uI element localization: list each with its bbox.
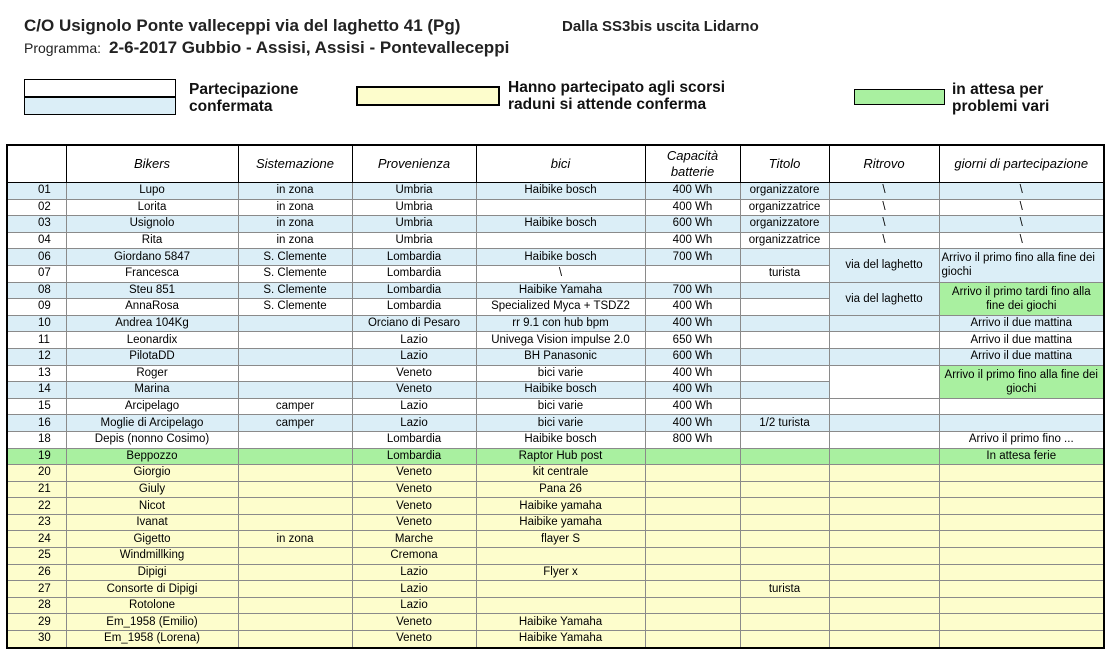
cell-ritrovo	[829, 365, 939, 398]
cell-provenienza: Marche	[352, 531, 476, 548]
cell-giorni: \	[939, 216, 1104, 233]
cell-capacita: 400 Wh	[645, 299, 740, 316]
cell-capacita: 400 Wh	[645, 199, 740, 216]
cell-titolo	[740, 282, 829, 299]
cell-num: 08	[7, 282, 66, 299]
cell-giorni	[939, 597, 1104, 614]
cell-titolo: organizzatore	[740, 183, 829, 200]
cell-provenienza: Veneto	[352, 382, 476, 399]
cell-capacita: 800 Wh	[645, 431, 740, 448]
cell-sistemazione: S. Clemente	[238, 299, 352, 316]
cell-bici: Haibike bosch	[476, 183, 645, 200]
cell-biker: Depis (nonno Cosimo)	[66, 431, 238, 448]
cell-ritrovo	[829, 465, 939, 482]
cell-biker: Rita	[66, 232, 238, 249]
legend-swatch-waiting	[356, 86, 500, 106]
cell-num: 30	[7, 631, 66, 648]
cell-num: 29	[7, 614, 66, 631]
cell-num: 19	[7, 448, 66, 465]
cell-num: 06	[7, 249, 66, 266]
cell-capacita	[645, 481, 740, 498]
cell-ritrovo	[829, 431, 939, 448]
cell-titolo	[740, 631, 829, 648]
cell-provenienza: Lombardia	[352, 448, 476, 465]
cell-capacita	[645, 514, 740, 531]
cell-giorni: Arrivo il due mattina	[939, 332, 1104, 349]
cell-provenienza: Lazio	[352, 332, 476, 349]
cell-titolo	[740, 597, 829, 614]
cell-ritrovo: \	[829, 232, 939, 249]
cell-capacita: 400 Wh	[645, 183, 740, 200]
cell-sistemazione: in zona	[238, 199, 352, 216]
directions-note: Dalla SS3bis uscita Lidarno	[562, 18, 759, 35]
table-row	[7, 332, 1104, 349]
cell-bici	[476, 232, 645, 249]
cell-num: 27	[7, 581, 66, 598]
cell-bici: Haibike bosch	[476, 249, 645, 266]
cell-provenienza: Veneto	[352, 514, 476, 531]
cell-sistemazione	[238, 465, 352, 482]
header-capacita: Capacità batterie	[645, 145, 740, 183]
cell-biker: Marina	[66, 382, 238, 399]
table-row	[7, 448, 1104, 465]
cell-capacita: 400 Wh	[645, 315, 740, 332]
cell-ritrovo	[829, 332, 939, 349]
cell-bici: Univega Vision impulse 2.0	[476, 332, 645, 349]
cell-capacita: 400 Wh	[645, 232, 740, 249]
cell-giorni: \	[939, 232, 1104, 249]
cell-giorni: \	[939, 183, 1104, 200]
cell-num: 15	[7, 398, 66, 415]
cell-provenienza: Lazio	[352, 398, 476, 415]
cell-capacita: 600 Wh	[645, 216, 740, 233]
cell-titolo	[740, 564, 829, 581]
cell-biker: Lupo	[66, 183, 238, 200]
cell-sistemazione	[238, 631, 352, 648]
cell-giorni	[939, 548, 1104, 565]
cell-ritrovo	[829, 564, 939, 581]
cell-biker: Roger	[66, 365, 238, 382]
table-row	[7, 398, 1104, 415]
cell-ritrovo	[829, 498, 939, 515]
cell-num: 22	[7, 498, 66, 515]
table-row	[7, 232, 1104, 249]
cell-biker: Moglie di Arcipelago	[66, 415, 238, 432]
cell-sistemazione	[238, 448, 352, 465]
cell-giorni: Arrivo il due mattina	[939, 315, 1104, 332]
header-num	[7, 145, 66, 183]
table-header-row	[7, 145, 1104, 183]
cell-bici	[476, 548, 645, 565]
cell-giorni: Arrivo il primo fino ...	[939, 431, 1104, 448]
cell-bici: Haibike bosch	[476, 431, 645, 448]
legend-swatch-problems	[854, 89, 945, 105]
cell-biker: Windmillking	[66, 548, 238, 565]
cell-bici: Haibike yamaha	[476, 514, 645, 531]
cell-num: 16	[7, 415, 66, 432]
cell-sistemazione: camper	[238, 415, 352, 432]
cell-giorni	[939, 614, 1104, 631]
program-value: 2-6-2017 Gubbio - Assisi, Assisi - Pontevalleceppi	[109, 38, 510, 57]
header-giorni: giorni di partecipazione	[939, 145, 1104, 183]
legend-label-confirmed: Partecipazione confermata	[189, 81, 299, 115]
cell-titolo	[740, 548, 829, 565]
cell-biker: Andrea 104Kg	[66, 315, 238, 332]
cell-bici: Flyer x	[476, 564, 645, 581]
table-row	[7, 348, 1104, 365]
cell-bici: Haibike Yamaha	[476, 631, 645, 648]
cell-bici	[476, 199, 645, 216]
cell-sistemazione: camper	[238, 398, 352, 415]
cell-capacita	[645, 548, 740, 565]
cell-ritrovo	[829, 415, 939, 432]
cell-capacita	[645, 614, 740, 631]
cell-provenienza: Lombardia	[352, 282, 476, 299]
cell-titolo: 1/2 turista	[740, 415, 829, 432]
header-bici: bici	[476, 145, 645, 183]
cell-sistemazione	[238, 514, 352, 531]
cell-giorni	[939, 631, 1104, 648]
cell-titolo: turista	[740, 265, 829, 282]
cell-ritrovo	[829, 315, 939, 332]
cell-sistemazione	[238, 564, 352, 581]
cell-provenienza: Lazio	[352, 564, 476, 581]
cell-sistemazione	[238, 581, 352, 598]
header-provenienza: Provenienza	[352, 145, 476, 183]
cell-num: 01	[7, 183, 66, 200]
table-row	[7, 597, 1104, 614]
cell-titolo	[740, 531, 829, 548]
cell-num: 14	[7, 382, 66, 399]
cell-provenienza: Umbria	[352, 199, 476, 216]
cell-sistemazione: in zona	[238, 232, 352, 249]
cell-provenienza: Lazio	[352, 415, 476, 432]
cell-num: 13	[7, 365, 66, 382]
table-row	[7, 614, 1104, 631]
cell-num: 07	[7, 265, 66, 282]
cell-biker: Gigetto	[66, 531, 238, 548]
cell-ritrovo	[829, 581, 939, 598]
cell-num: 21	[7, 481, 66, 498]
legend-label-waiting: Hanno partecipato agli scorsi raduni si attende conferma	[508, 79, 726, 113]
cell-giorni	[939, 498, 1104, 515]
cell-bici: flayer S	[476, 531, 645, 548]
document-title: C/O Usignolo Ponte valleceppi via del laghetto 41 (Pg)	[24, 16, 461, 35]
cell-sistemazione	[238, 481, 352, 498]
cell-provenienza: Lombardia	[352, 249, 476, 266]
cell-sistemazione	[238, 614, 352, 631]
cell-giorni	[939, 465, 1104, 482]
cell-giorni: Arrivo il primo tardi fino alla fine dei giochi	[939, 282, 1104, 315]
table-row	[7, 631, 1104, 648]
cell-bici: Haibike bosch	[476, 216, 645, 233]
cell-num: 09	[7, 299, 66, 316]
cell-biker: Leonardix	[66, 332, 238, 349]
cell-provenienza: Veneto	[352, 614, 476, 631]
cell-capacita	[645, 265, 740, 282]
cell-bici: Haibike bosch	[476, 382, 645, 399]
cell-capacita: 650 Wh	[645, 332, 740, 349]
cell-provenienza: Umbria	[352, 183, 476, 200]
cell-provenienza: Lazio	[352, 597, 476, 614]
cell-sistemazione	[238, 315, 352, 332]
table-row	[7, 465, 1104, 482]
cell-titolo: turista	[740, 581, 829, 598]
cell-num: 23	[7, 514, 66, 531]
cell-num: 10	[7, 315, 66, 332]
cell-provenienza: Veneto	[352, 365, 476, 382]
legend-label-problems: in attesa per problemi vari	[952, 81, 1050, 115]
cell-provenienza: Lombardia	[352, 265, 476, 282]
cell-bici: bici varie	[476, 415, 645, 432]
cell-sistemazione	[238, 348, 352, 365]
cell-bici: bici varie	[476, 365, 645, 382]
cell-provenienza: Lazio	[352, 581, 476, 598]
cell-titolo	[740, 382, 829, 399]
cell-num: 25	[7, 548, 66, 565]
cell-capacita	[645, 448, 740, 465]
cell-capacita: 400 Wh	[645, 415, 740, 432]
cell-biker: PilotaDD	[66, 348, 238, 365]
cell-biker: Giuly	[66, 481, 238, 498]
header-sistemazione: Sistemazione	[238, 145, 352, 183]
cell-provenienza: Cremona	[352, 548, 476, 565]
cell-ritrovo	[829, 597, 939, 614]
cell-titolo	[740, 481, 829, 498]
table-row	[7, 564, 1104, 581]
cell-num: 04	[7, 232, 66, 249]
cell-bici: Haibike Yamaha	[476, 614, 645, 631]
cell-ritrovo	[829, 514, 939, 531]
table-row	[7, 183, 1104, 200]
participants-table	[6, 144, 1105, 649]
cell-provenienza: Veneto	[352, 498, 476, 515]
cell-capacita: 400 Wh	[645, 382, 740, 399]
cell-biker: Em_1958 (Emilio)	[66, 614, 238, 631]
cell-provenienza: Lombardia	[352, 299, 476, 316]
cell-biker: Em_1958 (Lorena)	[66, 631, 238, 648]
cell-biker: Francesca	[66, 265, 238, 282]
cell-titolo	[740, 348, 829, 365]
cell-biker: Beppozzo	[66, 448, 238, 465]
cell-ritrovo	[829, 348, 939, 365]
cell-sistemazione	[238, 548, 352, 565]
cell-sistemazione: in zona	[238, 183, 352, 200]
table-row	[7, 548, 1104, 565]
cell-capacita	[645, 597, 740, 614]
cell-biker: Steu 851	[66, 282, 238, 299]
cell-titolo	[740, 514, 829, 531]
cell-num: 18	[7, 431, 66, 448]
cell-num: 03	[7, 216, 66, 233]
cell-titolo	[740, 498, 829, 515]
table-row	[7, 531, 1104, 548]
table-row	[7, 199, 1104, 216]
cell-biker: Nicot	[66, 498, 238, 515]
cell-capacita	[645, 581, 740, 598]
header-ritrovo: Ritrovo	[829, 145, 939, 183]
table-row	[7, 249, 1104, 266]
table-row	[7, 498, 1104, 515]
cell-biker: Giorgio	[66, 465, 238, 482]
cell-sistemazione	[238, 498, 352, 515]
cell-provenienza: Lombardia	[352, 431, 476, 448]
cell-biker: Dipigi	[66, 564, 238, 581]
cell-titolo	[740, 448, 829, 465]
cell-ritrovo	[829, 614, 939, 631]
cell-capacita	[645, 564, 740, 581]
cell-titolo	[740, 332, 829, 349]
cell-ritrovo	[829, 531, 939, 548]
cell-titolo	[740, 465, 829, 482]
cell-provenienza: Veneto	[352, 465, 476, 482]
cell-ritrovo: \	[829, 183, 939, 200]
cell-titolo	[740, 431, 829, 448]
cell-sistemazione: in zona	[238, 216, 352, 233]
cell-bici: Specialized Myca + TSDZ2	[476, 299, 645, 316]
cell-bici: bici varie	[476, 398, 645, 415]
cell-titolo: organizzatore	[740, 216, 829, 233]
cell-giorni	[939, 581, 1104, 598]
cell-sistemazione	[238, 431, 352, 448]
cell-giorni: \	[939, 199, 1104, 216]
cell-giorni	[939, 398, 1104, 415]
cell-bici	[476, 581, 645, 598]
header-titolo: Titolo	[740, 145, 829, 183]
table-row	[7, 216, 1104, 233]
cell-capacita	[645, 465, 740, 482]
cell-bici: rr 9.1 con hub bpm	[476, 315, 645, 332]
table-row	[7, 282, 1104, 299]
cell-biker: Giordano 5847	[66, 249, 238, 266]
cell-bici: Haibike Yamaha	[476, 282, 645, 299]
cell-bici: Pana 26	[476, 481, 645, 498]
cell-sistemazione	[238, 597, 352, 614]
cell-num: 02	[7, 199, 66, 216]
cell-titolo	[740, 315, 829, 332]
cell-sistemazione	[238, 365, 352, 382]
cell-bici: BH Panasonic	[476, 348, 645, 365]
cell-ritrovo	[829, 398, 939, 415]
cell-biker: Usignolo	[66, 216, 238, 233]
cell-capacita: 700 Wh	[645, 249, 740, 266]
cell-provenienza: Orciano di Pesaro	[352, 315, 476, 332]
cell-giorni	[939, 481, 1104, 498]
cell-ritrovo: via del laghetto	[829, 249, 939, 282]
header-bikers: Bikers	[66, 145, 238, 183]
cell-biker: Arcipelago	[66, 398, 238, 415]
cell-num: 26	[7, 564, 66, 581]
cell-capacita: 400 Wh	[645, 398, 740, 415]
cell-titolo: organizzatrice	[740, 199, 829, 216]
table-row	[7, 431, 1104, 448]
table-row	[7, 365, 1104, 382]
cell-giorni: In attesa ferie	[939, 448, 1104, 465]
cell-ritrovo	[829, 448, 939, 465]
legend-swatch-confirmed-top	[24, 79, 176, 97]
table-row	[7, 481, 1104, 498]
cell-titolo	[740, 299, 829, 316]
cell-sistemazione: S. Clemente	[238, 249, 352, 266]
cell-capacita: 400 Wh	[645, 365, 740, 382]
table-row	[7, 514, 1104, 531]
cell-provenienza: Umbria	[352, 216, 476, 233]
program-label: Programma:	[24, 40, 102, 56]
cell-biker: Lorita	[66, 199, 238, 216]
cell-bici: Haibike yamaha	[476, 498, 645, 515]
cell-provenienza: Lazio	[352, 348, 476, 365]
cell-titolo: organizzatrice	[740, 232, 829, 249]
cell-ritrovo: \	[829, 199, 939, 216]
cell-giorni	[939, 531, 1104, 548]
cell-provenienza: Veneto	[352, 631, 476, 648]
cell-giorni: Arrivo il due mattina	[939, 348, 1104, 365]
cell-biker: Rotolone	[66, 597, 238, 614]
table-row	[7, 315, 1104, 332]
cell-provenienza: Veneto	[352, 481, 476, 498]
cell-titolo	[740, 249, 829, 266]
cell-capacita	[645, 498, 740, 515]
cell-titolo	[740, 614, 829, 631]
cell-bici	[476, 597, 645, 614]
cell-ritrovo	[829, 631, 939, 648]
cell-titolo	[740, 365, 829, 382]
cell-num: 28	[7, 597, 66, 614]
cell-giorni	[939, 564, 1104, 581]
cell-num: 12	[7, 348, 66, 365]
table-row	[7, 581, 1104, 598]
cell-biker: AnnaRosa	[66, 299, 238, 316]
cell-capacita	[645, 531, 740, 548]
cell-giorni	[939, 514, 1104, 531]
cell-ritrovo	[829, 481, 939, 498]
cell-num: 24	[7, 531, 66, 548]
cell-capacita: 600 Wh	[645, 348, 740, 365]
cell-capacita	[645, 631, 740, 648]
cell-sistemazione: S. Clemente	[238, 282, 352, 299]
cell-sistemazione: S. Clemente	[238, 265, 352, 282]
cell-bici: kit centrale	[476, 465, 645, 482]
cell-bici: Raptor Hub post	[476, 448, 645, 465]
cell-ritrovo: via del laghetto	[829, 282, 939, 315]
table-row	[7, 415, 1104, 432]
cell-biker: Ivanat	[66, 514, 238, 531]
cell-bici: \	[476, 265, 645, 282]
cell-giorni	[939, 415, 1104, 432]
cell-sistemazione: in zona	[238, 531, 352, 548]
cell-biker: Consorte di Dipigi	[66, 581, 238, 598]
cell-capacita: 700 Wh	[645, 282, 740, 299]
cell-num: 20	[7, 465, 66, 482]
legend-swatch-confirmed	[24, 97, 176, 115]
cell-sistemazione	[238, 382, 352, 399]
cell-ritrovo	[829, 548, 939, 565]
cell-provenienza: Umbria	[352, 232, 476, 249]
cell-num: 11	[7, 332, 66, 349]
program-line	[24, 38, 509, 58]
cell-sistemazione	[238, 332, 352, 349]
cell-giorni: Arrivo il primo fino alla fine dei giochi	[939, 249, 1104, 282]
cell-giorni: Arrivo il primo fino alla fine dei giochi	[939, 365, 1104, 398]
cell-titolo	[740, 398, 829, 415]
cell-ritrovo: \	[829, 216, 939, 233]
